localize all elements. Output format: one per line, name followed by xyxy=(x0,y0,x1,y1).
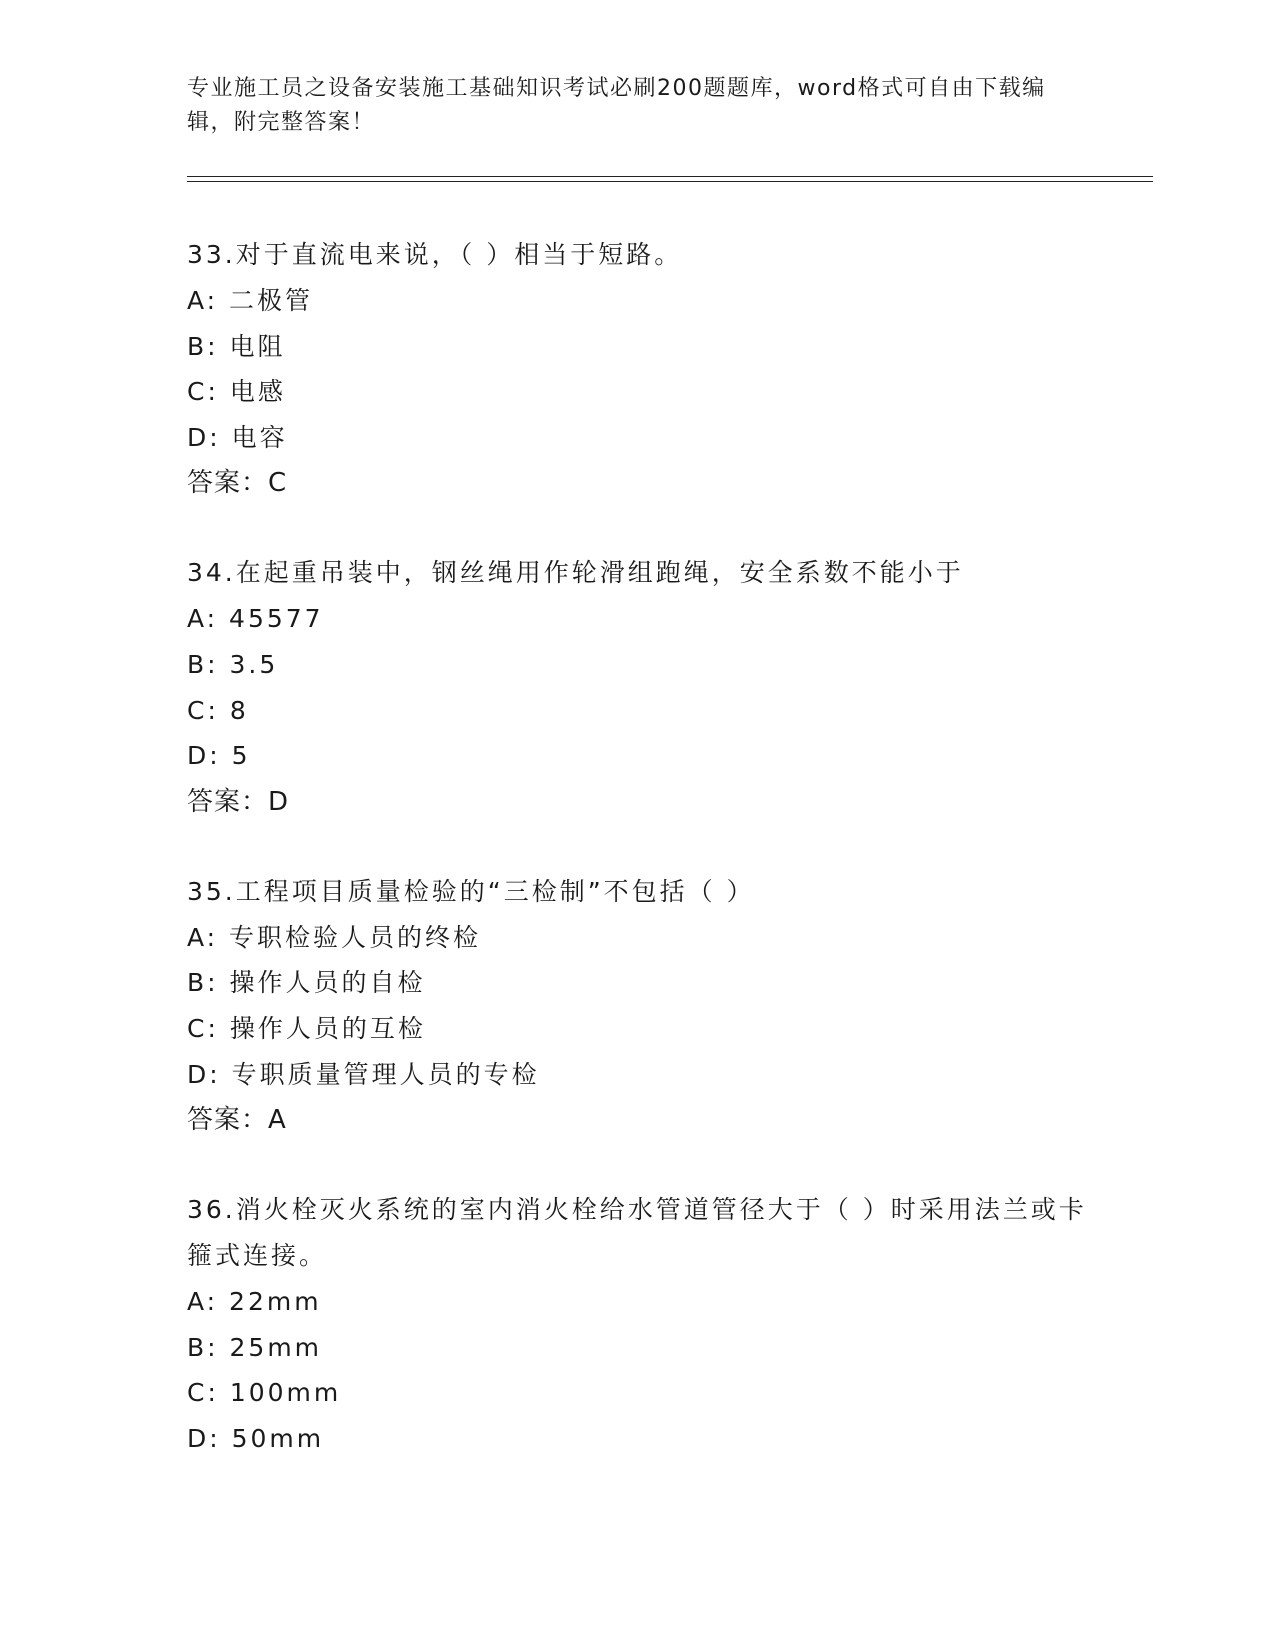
question-33 xyxy=(187,232,1087,506)
question-list xyxy=(187,232,1087,1486)
option-b: B: 操作人员的自检 xyxy=(187,968,426,998)
document-header: 专业施工员之设备安装施工基础知识考试必刷200题题库，word格式可自由下载编辑，附完整答案！ xyxy=(187,76,1046,135)
question-36 xyxy=(187,1187,1087,1461)
question-stem: 33.对于直流电来说，（ ）相当于短路。 xyxy=(187,240,683,269)
option-d: D: 5 xyxy=(187,741,251,771)
question-stem: 34.在起重吊装中，钢丝绳用作轮滑组跑绳，安全系数不能小于 xyxy=(187,558,964,588)
option-c: C: 电感 xyxy=(187,377,286,407)
option-c: C: 100mm xyxy=(187,1378,342,1408)
question-stem: 36.消火栓灭火系统的室内消火栓给水管道管径大于（ ）时采用法兰或卡箍式连接。 xyxy=(187,1195,1087,1271)
question-34 xyxy=(187,550,1087,824)
option-d: D: 电容 xyxy=(187,422,288,452)
option-d: D: 专职质量管理人员的专检 xyxy=(187,1059,540,1089)
option-c: C: 操作人员的互检 xyxy=(187,1013,426,1043)
question-stem: 35.工程项目质量检验的“三检制”不包括（ ） xyxy=(187,876,755,906)
option-a: A: 二极管 xyxy=(187,286,314,315)
option-a: A: 22mm xyxy=(187,1287,322,1317)
question-35 xyxy=(187,869,1087,1143)
header-divider-bottom xyxy=(187,181,1153,182)
option-d: D: 50mm xyxy=(187,1423,325,1453)
option-a: A: 45577 xyxy=(187,604,324,634)
option-b: B: 25mm xyxy=(187,1332,323,1362)
header-divider-top xyxy=(187,176,1153,177)
answer-line: 答案：A xyxy=(187,1105,287,1136)
option-a: A: 专职检验人员的终检 xyxy=(187,922,482,952)
answer-line: 答案：C xyxy=(187,468,288,499)
answer-line: 答案：D xyxy=(187,786,290,817)
option-b: B: 电阻 xyxy=(187,331,286,361)
option-b: B: 3.5 xyxy=(187,649,279,679)
option-c: C: 8 xyxy=(187,695,249,725)
